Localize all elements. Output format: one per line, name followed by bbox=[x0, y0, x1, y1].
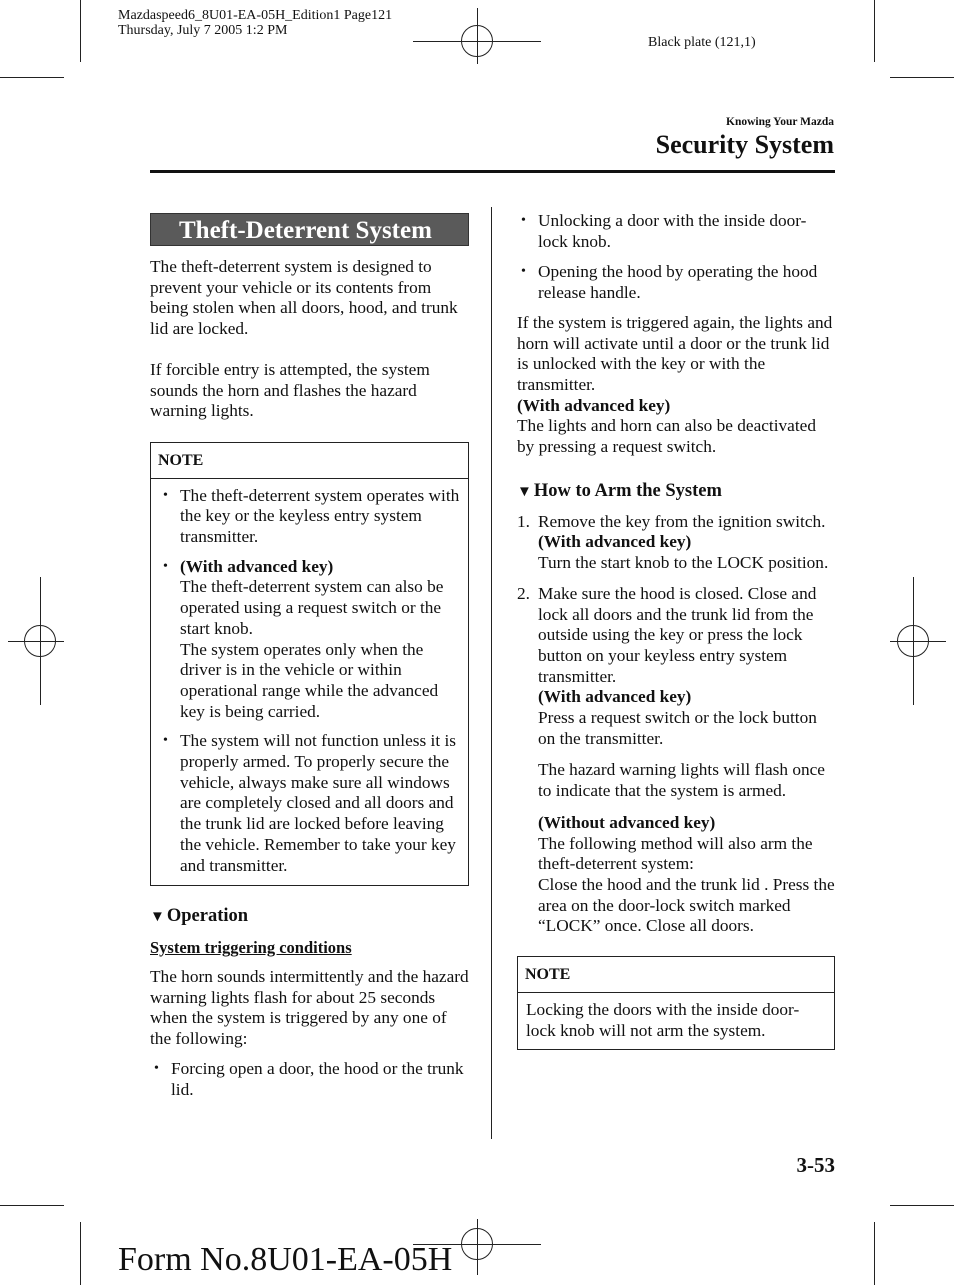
print-header-line2: Thursday, July 7 2005 1:2 PM bbox=[118, 23, 288, 38]
header-rule bbox=[150, 170, 835, 173]
triangle-down-icon: ▼ bbox=[150, 909, 165, 926]
print-header-line1: Mazdaspeed6_8U01-EA-05H_Edition1 Page121 bbox=[118, 8, 393, 23]
arm-heading: ▼ How to Arm the System bbox=[517, 480, 722, 501]
triggering-conditions-heading: System triggering conditions bbox=[150, 938, 352, 958]
retrigger-paragraph: If the system is triggered again, the lights and horn will activate until a door or the trunk lid is unlocked with the key or with the transmitter. bbox=[517, 312, 833, 394]
left-column bbox=[150, 213, 469, 1100]
note-box-2 bbox=[517, 956, 835, 1050]
triggering-paragraph: The horn sounds intermittently and the hazard warning lights flash for about 25 seconds when the system is triggered by any one of the following: bbox=[150, 966, 469, 1049]
page-number: 3-53 bbox=[796, 1153, 835, 1177]
step-2: 2. Make sure the hood is closed. Close and lock all doors and the trunk lid from the outside using the key or press the lock button on your keyless entry system transmitter. (With advanced key) Press a request switch or the lock button on the transmitter. The hazard warning lights will flash once to indicate that the system is armed. (Without advanced key) The following method will also arm the theft-deterrent system: Close the hood and the trunk lid . Press the area on the door-lock switch marked “LOCK” once. Close all doors. bbox=[517, 583, 835, 936]
forcible-entry-paragraph: If forcible entry is attempted, the system sounds the horn and flashes the hazard warning lights. bbox=[150, 359, 430, 421]
print-header bbox=[118, 8, 392, 38]
banner-title: Theft-Deterrent System bbox=[179, 217, 432, 244]
note-box bbox=[150, 442, 469, 886]
right-column bbox=[517, 211, 835, 1050]
note-advanced-key-label: • (With advanced key) bbox=[180, 556, 334, 576]
list-item-forcing: • Forcing open a door, the hood or the trunk lid. bbox=[150, 1059, 469, 1100]
note-bullet-3: • The system will not function unless it is properly armed. To properly secure the vehicle, always make sure all windows are completely closed and all doors and the trunk lid are locked before leaving the vehicle. Remember to take your key and transmitter. bbox=[159, 731, 460, 876]
note-bullet-2: • (With advanced key) The theft-deterrent system can also be operated using a request switch or the start knob. The system operates only when the driver is in the vehicle or within operational range while the advanced key is being carried. bbox=[159, 557, 460, 723]
intro-paragraph: The theft-deterrent system is designed to prevent your vehicle or its contents from being stolen when all doors, hood, and trunk lid are locked. bbox=[150, 257, 458, 339]
note-text-2: Locking the doors with the inside door-lock knob will not arm the system. bbox=[526, 999, 800, 1040]
section-banner bbox=[150, 213, 469, 246]
plate-label: Black plate (121,1) bbox=[648, 35, 756, 50]
column-divider bbox=[491, 207, 492, 1139]
form-number: Form No.8U01-EA-05H bbox=[118, 1241, 453, 1278]
list-item-unlock: • Unlocking a door with the inside door-lock knob. bbox=[517, 211, 835, 252]
advanced-key-label: (With advanced key) bbox=[517, 395, 671, 415]
operation-heading: ▼ Operation bbox=[150, 906, 249, 927]
advanced-key-paragraph: The lights and horn can also be deactivated by pressing a request switch. bbox=[517, 416, 816, 457]
list-item-hood: • Opening the hood by operating the hood release handle. bbox=[517, 262, 835, 303]
section-title: Security System bbox=[655, 130, 834, 159]
step-1: 1. Remove the key from the ignition switch. (With advanced key) Turn the start knob to the LOCK position. bbox=[517, 511, 829, 573]
note-title: NOTE bbox=[151, 443, 468, 479]
note-title-2: NOTE bbox=[518, 957, 834, 993]
chapter-title: Knowing Your Mazda bbox=[726, 116, 834, 128]
note-bullet-1: • The theft-deterrent system operates with the key or the keyless entry system transmitter. bbox=[159, 486, 460, 548]
triangle-down-icon: ▼ bbox=[517, 483, 532, 500]
